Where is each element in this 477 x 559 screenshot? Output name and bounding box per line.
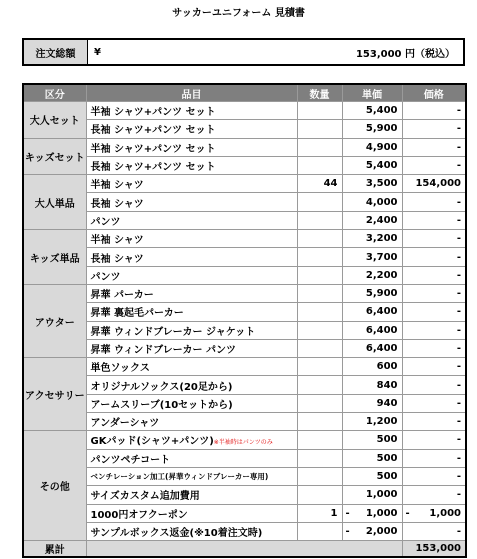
minus-sign: - bbox=[345, 525, 350, 537]
item-name: 1000円オフクーポン bbox=[86, 504, 297, 522]
item-name: 長袖 シャツ bbox=[86, 193, 297, 211]
quantity-cell[interactable] bbox=[297, 394, 342, 412]
unit-price-cell: 2,200 bbox=[342, 266, 402, 284]
unit-price-cell: 3,700 bbox=[342, 248, 402, 266]
item-name: ベンチレーション加工(昇華ウィンドブレーカー専用) bbox=[86, 467, 297, 485]
price-cell: - bbox=[402, 303, 466, 321]
price-cell: - bbox=[402, 321, 466, 339]
table-header-row bbox=[23, 84, 466, 102]
quantity-cell[interactable] bbox=[297, 486, 342, 504]
unit-price-value: 1,000 bbox=[365, 507, 398, 519]
item-name: アームスリーブ(10セットから) bbox=[86, 394, 297, 412]
category-cell: 大人単品 bbox=[23, 175, 86, 230]
price-cell: - bbox=[402, 394, 466, 412]
price-cell: - bbox=[402, 413, 466, 431]
table-row bbox=[23, 339, 466, 357]
unit-price-cell: 1,000 bbox=[342, 486, 402, 504]
category-cell: その他 bbox=[23, 431, 86, 541]
quantity-cell[interactable] bbox=[297, 102, 342, 120]
order-total-table bbox=[22, 38, 465, 66]
quantity-cell[interactable]: 44 bbox=[297, 175, 342, 193]
header-price: 価格 bbox=[402, 84, 466, 102]
item-name: 昇華 裏起毛パーカー bbox=[86, 303, 297, 321]
item-name: 半袖 シャツ+パンツ セット bbox=[86, 102, 297, 120]
table-row bbox=[23, 321, 466, 339]
unit-price-cell: 6,400 bbox=[342, 321, 402, 339]
quote-items-table bbox=[22, 83, 467, 558]
table-row bbox=[23, 284, 466, 302]
item-name: 長袖 シャツ bbox=[86, 248, 297, 266]
unit-price-cell: 2,400 bbox=[342, 211, 402, 229]
table-row bbox=[23, 175, 466, 193]
table-row bbox=[23, 449, 466, 467]
unit-price-value: 2,000 bbox=[365, 525, 398, 537]
quantity-cell[interactable] bbox=[297, 230, 342, 248]
minus-sign: - bbox=[345, 507, 350, 519]
unit-price-cell: 940 bbox=[342, 394, 402, 412]
category-cell: キッズセット bbox=[23, 138, 86, 175]
price-cell: - bbox=[402, 284, 466, 302]
item-name: サイズカスタム追加費用 bbox=[86, 486, 297, 504]
unit-price-cell: 5,900 bbox=[342, 284, 402, 302]
quantity-cell[interactable] bbox=[297, 449, 342, 467]
unit-price-cell: 3,200 bbox=[342, 230, 402, 248]
quantity-cell[interactable] bbox=[297, 138, 342, 156]
price-cell bbox=[402, 504, 466, 522]
quantity-cell[interactable] bbox=[297, 358, 342, 376]
unit-price-cell: 5,400 bbox=[342, 102, 402, 120]
category-cell: キッズ単品 bbox=[23, 230, 86, 285]
quantity-cell[interactable] bbox=[297, 266, 342, 284]
quantity-cell[interactable] bbox=[297, 156, 342, 174]
price-cell: - bbox=[402, 467, 466, 485]
quantity-cell[interactable] bbox=[297, 248, 342, 266]
item-name: 長袖 シャツ+パンツ セット bbox=[86, 120, 297, 138]
grand-total-spacer bbox=[86, 541, 402, 558]
item-name: 昇華 ウィンドブレーカー ジャケット bbox=[86, 321, 297, 339]
price-cell: - bbox=[402, 102, 466, 120]
order-total-amount: 153,000 円（税込） bbox=[134, 39, 464, 65]
table-row bbox=[23, 303, 466, 321]
item-name: パンツ bbox=[86, 266, 297, 284]
item-name: パンツペチコート bbox=[86, 449, 297, 467]
quantity-cell[interactable] bbox=[297, 431, 342, 449]
quantity-cell[interactable] bbox=[297, 321, 342, 339]
unit-price-cell: 1,200 bbox=[342, 413, 402, 431]
item-name: パンツ bbox=[86, 211, 297, 229]
minus-sign: - bbox=[405, 507, 410, 519]
table-row bbox=[23, 230, 466, 248]
unit-price-cell: 6,400 bbox=[342, 303, 402, 321]
price-cell: - bbox=[402, 358, 466, 376]
table-row bbox=[23, 193, 466, 211]
item-note: ※半袖時はパンツのみ bbox=[213, 439, 273, 447]
unit-price-cell: 3,500 bbox=[342, 175, 402, 193]
table-row bbox=[23, 467, 466, 485]
item-name bbox=[86, 431, 297, 449]
price-cell: - bbox=[402, 230, 466, 248]
item-name: 昇華 ウィンドブレーカー パンツ bbox=[86, 339, 297, 357]
table-row bbox=[23, 504, 466, 522]
price-cell: - bbox=[402, 486, 466, 504]
table-row bbox=[23, 394, 466, 412]
quantity-cell[interactable] bbox=[297, 211, 342, 229]
item-name-text: GKパッド(シャツ+パンツ) bbox=[90, 436, 214, 448]
unit-price-cell bbox=[342, 504, 402, 522]
price-cell: - bbox=[402, 248, 466, 266]
item-name: 半袖 シャツ bbox=[86, 175, 297, 193]
table-row bbox=[23, 413, 466, 431]
table-row bbox=[23, 522, 466, 540]
quantity-cell[interactable] bbox=[297, 193, 342, 211]
table-row bbox=[23, 266, 466, 284]
header-unit-price: 単価 bbox=[342, 84, 402, 102]
grand-total-label: 累計 bbox=[23, 541, 86, 558]
quantity-cell[interactable] bbox=[297, 522, 342, 540]
item-name: 半袖 シャツ bbox=[86, 230, 297, 248]
table-row bbox=[23, 102, 466, 120]
table-row bbox=[23, 431, 466, 449]
price-cell: - bbox=[402, 522, 466, 540]
price-cell: - bbox=[402, 339, 466, 357]
category-cell: アクセサリー bbox=[23, 358, 86, 431]
quantity-cell[interactable] bbox=[297, 120, 342, 138]
table-row bbox=[23, 486, 466, 504]
unit-price-cell: 500 bbox=[342, 431, 402, 449]
item-name: 長袖 シャツ+パンツ セット bbox=[86, 156, 297, 174]
price-cell: 154,000 bbox=[402, 175, 466, 193]
unit-price-cell: 6,400 bbox=[342, 339, 402, 357]
order-total-label: 注文総額 bbox=[23, 39, 88, 65]
category-cell: 大人セット bbox=[23, 102, 86, 139]
table-row bbox=[23, 138, 466, 156]
grand-total-row bbox=[23, 541, 466, 558]
price-cell: - bbox=[402, 449, 466, 467]
table-row bbox=[23, 120, 466, 138]
unit-price-cell bbox=[342, 522, 402, 540]
table-row bbox=[23, 211, 466, 229]
unit-price-cell: 600 bbox=[342, 358, 402, 376]
unit-price-cell: 5,400 bbox=[342, 156, 402, 174]
unit-price-cell: 4,900 bbox=[342, 138, 402, 156]
header-item: 品目 bbox=[86, 84, 297, 102]
quantity-cell[interactable] bbox=[297, 467, 342, 485]
price-cell: - bbox=[402, 266, 466, 284]
unit-price-cell: 4,000 bbox=[342, 193, 402, 211]
header-category: 区分 bbox=[23, 84, 86, 102]
item-name: 単色ソックス bbox=[86, 358, 297, 376]
unit-price-cell: 5,900 bbox=[342, 120, 402, 138]
price-cell: - bbox=[402, 431, 466, 449]
unit-price-cell: 500 bbox=[342, 467, 402, 485]
price-cell: - bbox=[402, 211, 466, 229]
item-name: 半袖 シャツ+パンツ セット bbox=[86, 138, 297, 156]
table-row bbox=[23, 156, 466, 174]
item-name: アンダーシャツ bbox=[86, 413, 297, 431]
item-name: サンプルボックス返金(※10着注文時) bbox=[86, 522, 297, 540]
unit-price-cell: 840 bbox=[342, 376, 402, 394]
unit-price-cell: 500 bbox=[342, 449, 402, 467]
price-cell: - bbox=[402, 138, 466, 156]
table-row bbox=[23, 248, 466, 266]
table-row bbox=[23, 376, 466, 394]
quantity-cell[interactable] bbox=[297, 303, 342, 321]
price-cell: - bbox=[402, 376, 466, 394]
price-value: 1,000 bbox=[429, 507, 461, 519]
table-row bbox=[23, 358, 466, 376]
price-cell: - bbox=[402, 156, 466, 174]
page-title: サッカーユニフォーム 見積書 bbox=[172, 8, 305, 19]
quantity-cell[interactable]: 1 bbox=[297, 504, 342, 522]
item-name: オリジナルソックス(20足から) bbox=[86, 376, 297, 394]
category-cell: アウター bbox=[23, 284, 86, 357]
quantity-cell[interactable] bbox=[297, 339, 342, 357]
grand-total-value: 153,000 bbox=[402, 541, 466, 558]
header-quantity: 数量 bbox=[297, 84, 342, 102]
item-name: 昇華 パーカー bbox=[86, 284, 297, 302]
price-cell: - bbox=[402, 120, 466, 138]
price-cell: - bbox=[402, 193, 466, 211]
currency-symbol: ¥ bbox=[88, 39, 135, 65]
quantity-cell[interactable] bbox=[297, 284, 342, 302]
quantity-cell[interactable] bbox=[297, 376, 342, 394]
quantity-cell[interactable] bbox=[297, 413, 342, 431]
